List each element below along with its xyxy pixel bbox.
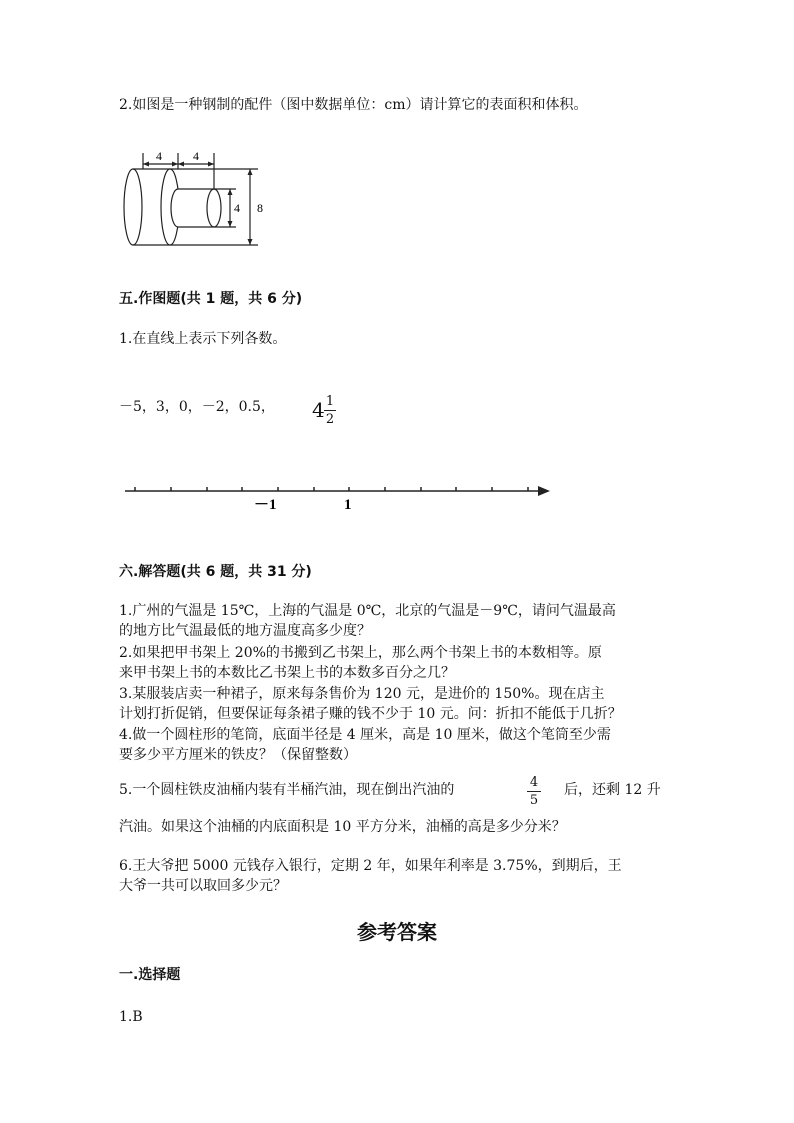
s6-q1-line2: 的地方比气温最低的地方温度高多少度？: [119, 623, 371, 639]
label-right-width: 4: [193, 149, 199, 163]
s6-q4-line2: 要多少平方厘米的铁皮？（保留整数）: [119, 747, 357, 763]
fraction-bar: [527, 791, 541, 792]
section5-heading: 五.作图题(共 1 题，共 6 分): [119, 291, 303, 307]
tick-label-one: 1: [344, 497, 352, 513]
section5-q1-numbers: －5，3，0，－2，0.5，: [119, 399, 275, 415]
mixed-number-denominator: 2: [325, 412, 335, 427]
number-line: [120, 480, 560, 513]
s6-q5-part1: 5.一个圆柱铁皮油桶内装有半桶汽油，现在倒出汽油的: [119, 782, 455, 798]
mixed-number-numerator: 1: [325, 394, 335, 409]
s6-q4-line1: 4.做一个圆柱形的笔筒，底面半径是 4 厘米，高是 10 厘米，做这个笔筒至少需: [119, 727, 611, 743]
section5-q1-text: 1.在直线上表示下列各数。: [119, 331, 287, 347]
q2-text: 2.如图是一种钢制的配件（图中数据单位：cm）请计算它的表面积和体积。: [119, 97, 588, 113]
s6-q6-line1: 6.王大爷把 5000 元钱存入银行，定期 2 年，如果年利率是 3.75%，到期后，王: [119, 858, 622, 874]
answers-section1-heading: 一.选择题: [119, 967, 181, 983]
s6-q3-line1: 3.某服装店卖一种裙子，原来每条售价为 120 元，是进价的 150%。现在店主: [119, 686, 605, 702]
s6-q5-fraction: [527, 775, 541, 808]
mixed-number-whole: 4: [312, 398, 325, 422]
steel-part-figure: [118, 148, 278, 258]
mixed-number-fraction: [324, 394, 336, 427]
s6-q2-line2: 来甲书架上书的本数比乙书架上书的本数多百分之几？: [119, 665, 455, 681]
s6-q6-line2: 大爷一共可以取回多少元？: [119, 878, 287, 894]
large-cylinder-left-end: [124, 169, 142, 245]
number-line-arrow: [538, 486, 550, 496]
s6-q2-line1: 2.如果把甲书架上 20%的书搬到乙书架上，那么两个书架上书的本数相等。原: [119, 645, 602, 661]
fraction-bar: [324, 410, 336, 411]
label-outer-diameter: 8: [257, 201, 263, 215]
section6-heading: 六.解答题(共 6 题，共 31 分): [119, 564, 312, 580]
answer-1: 1.B: [119, 1009, 143, 1025]
label-inner-diameter: 4: [234, 201, 240, 215]
label-left-width: 4: [156, 149, 162, 163]
s6-q5-denominator: 5: [529, 793, 539, 808]
tick-label-neg-one: －1: [254, 497, 277, 513]
answers-title: 参考答案: [357, 920, 437, 944]
s6-q1-line1: 1.广州的气温是 15℃，上海的气温是 0℃，北京的气温是－9℃，请问气温最高: [119, 603, 616, 619]
s6-q5-numerator: 4: [529, 775, 539, 790]
s6-q5-part2: 后，还剩 12 升: [564, 782, 661, 798]
s6-q3-line2: 计划打折促销，但要保证每条裙子赚的钱不少于 10 元。问：折扣不能低于几折？: [119, 706, 622, 722]
s6-q5-line2: 汽油。如果这个油桶的内底面积是 10 平方分米，油桶的高是多少分米？: [119, 819, 566, 835]
